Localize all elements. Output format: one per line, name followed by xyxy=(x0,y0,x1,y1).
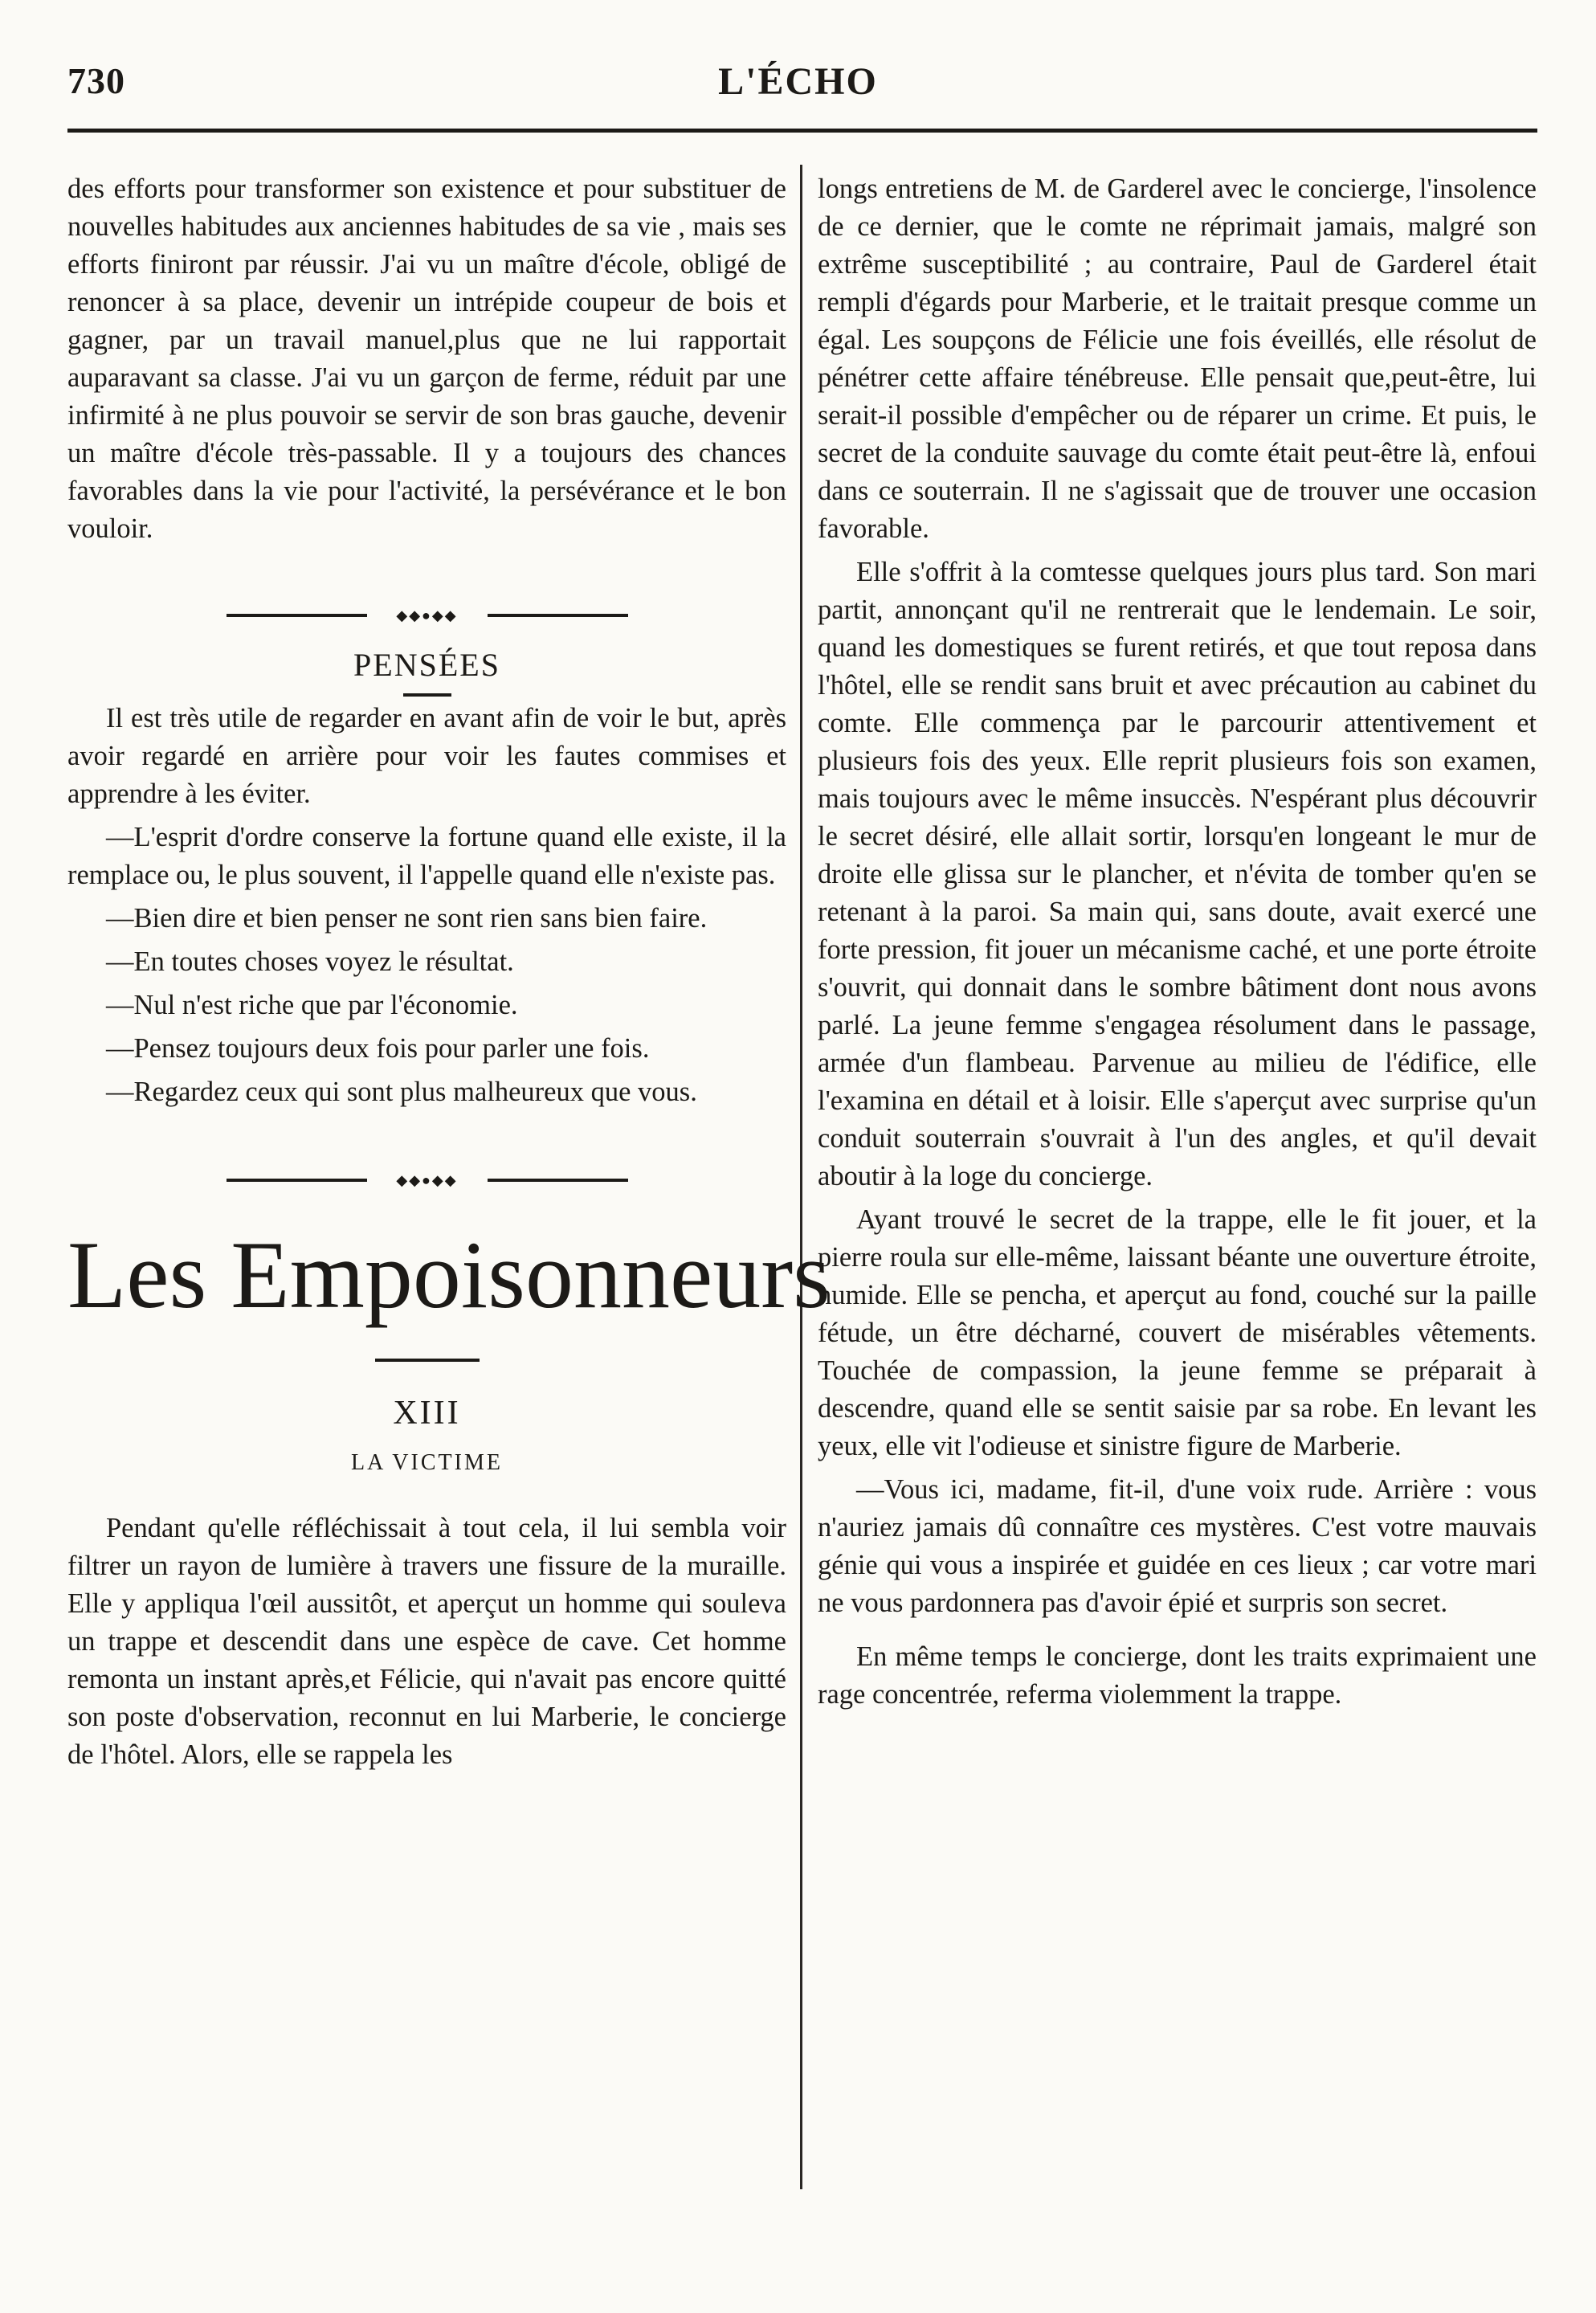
pensee-item: —Regardez ceux qui sont plus malheureux que vous. xyxy=(106,1077,697,1107)
story-paragraph: Ayant trouvé le secret de la trappe, elle le fit jouer, et la pierre roula sur elle-même, laissant béante une ouverture étroite, humide. Elle se pencha, et aperçut au fond, couché sur la paille fétude, un être décharné, couvert de misérables vêtements. Touchée de compassion, la jeune femme se préparait à descendre, quand elle se sentit saisie par sa robe. En levant les yeux, elle vit l'odieuse et sinistre figure de Marberie. xyxy=(818,1204,1537,1461)
title-rule xyxy=(375,1359,480,1362)
heading-rule xyxy=(403,693,451,697)
story-paragraph: Elle s'offrit à la comtesse quelques jours plus tard. Son mari partit, annonçant qu'il ne rentrerait que le lendemain. Le soir, quand les domestiques se furent retirés, et que tout reposa dans l'hôtel, elle se rendit sans bruit et avec précaution au cabinet du comte. Elle commença par le parcourir attentivement et plusieurs fois des yeux. Elle reprit plusieurs fois son examen, mais toujours avec le même insuccès. N'espérant plus découvrir le secret désiré, elle allait sortir, lorsqu'en longeant le mur de droite elle glissa sur le plancher, et n'évita de tomber qu'en se retenant à la paroi. Sa main qui, sans doute, avait exercé une forte pression, fit jouer un mécanisme caché, et une porte étroite s'ouvrit, qui donnait dans le sombre bâtiment dont nous avons parlé. La jeune femme s'engagea résolument dans le passage, armée d'un flambeau. Parvenue au milieu de l'édifice, elle l'examina en détail et à loisir. Elle s'aperçut avec surprise qu'un conduit souterrain s'ouvrait à l'un des angles, et qu'il devait aboutir à la loge du concierge. xyxy=(818,557,1537,1191)
continued-paragraph: des efforts pour transformer son existence et pour substituer de nouvelles habitudes aux anciennes habitudes de sa vie , mais ses efforts finiront par réussir. J'ai vu un maître d'école, obligé de renoncer à sa place, devenir un intrépide coupeur de bois et gagner, par un travail manuel,plus que ne lui rapportait auparavant sa classe. J'ai vu un garçon de ferme, réduit par une infirmité à ne plus pouvoir se servir de son bras gauche, devenir un maître d'école très-passable. Il y a toujours des chances favorables dans la vie pour l'activité, la persévérance et le bon vouloir. xyxy=(67,174,786,544)
story-title: Les Empoisonneurs xyxy=(67,1221,831,1328)
right-column xyxy=(818,170,1537,1714)
story-paragraph: —Vous ici, madame, fit-il, d'une voix rude. Arrière : vous n'auriez jamais dû connaître ces mystères. C'est votre mauvais génie qui vous a inspirée et guidée en ces lieux ; car votre mari ne vous pardonnera pas d'avoir épié et surpris son secret. xyxy=(818,1474,1537,1618)
chapter-title: LA VICTIME xyxy=(351,1450,503,1475)
running-title: L'ÉCHO xyxy=(718,60,878,103)
story-ornament: ◆◆●◆◆ xyxy=(227,1164,628,1196)
story-paragraph: En même temps le concierge, dont les traits exprimaient une rage concentrée, referma violemment la trappe. xyxy=(818,1641,1537,1710)
pensee-item: —Nul n'est riche que par l'économie. xyxy=(106,990,518,1020)
story-paragraph: Pendant qu'elle réfléchissait à tout cela, il lui sembla voir filtrer un rayon de lumière à travers une fissure de la muraille. Elle y appliqua l'œil aussitôt, et aperçut un homme qui souleva un trappe et descendit dans une espèce de cave. Cet homme remonta un instant après,et Félicie, qui n'avait pas encore quitté son poste d'observation, reconnut en lui Marberie, le concierge de l'hôtel. Alors, elle se rappela les xyxy=(67,1513,786,1770)
page-number: 730 xyxy=(67,60,125,101)
section-ornament: ◆◆●◆◆ xyxy=(227,599,628,631)
pensee-item: Il est très utile de regarder en avant afin de voir le but, après avoir regardé en arrière pour voir les fautes commises et apprendre à les éviter. xyxy=(67,703,786,809)
column-divider xyxy=(800,165,802,2189)
chapter-number: XIII xyxy=(393,1395,461,1432)
story-paragraph: longs entretiens de M. de Garderel avec le concierge, l'insolence de ce dernier, que le comte ne réprimait jamais, malgré son extrême susceptibilité ; au contraire, Paul de Garderel était rempli d'égards pour Marberie, et le traitait presque comme un égal. Les soupçons de Félicie une fois éveillés, elle résolut de pénétrer cette affaire ténébreuse. Elle pensait que,peut-être, lui serait-il possible d'empêcher ou de réparer un crime. Et puis, le secret de la conduite sauvage du comte était peut-être là, enfoui dans ce souterrain. Il ne s'agissait que de trouver une occasion favorable. xyxy=(818,174,1537,544)
pensee-item: —Pensez toujours deux fois pour parler une fois. xyxy=(106,1033,650,1064)
header-rule xyxy=(67,129,1537,133)
pensees-heading: PENSÉES xyxy=(353,647,500,683)
pensee-item: —L'esprit d'ordre conserve la fortune quand elle existe, il la remplace ou, le plus souvent, il l'appelle quand elle n'existe pas. xyxy=(67,822,786,890)
pensee-item: —En toutes choses voyez le résultat. xyxy=(106,946,514,977)
left-column xyxy=(67,170,831,1774)
pensee-item: —Bien dire et bien penser ne sont rien sans bien faire. xyxy=(106,903,708,934)
